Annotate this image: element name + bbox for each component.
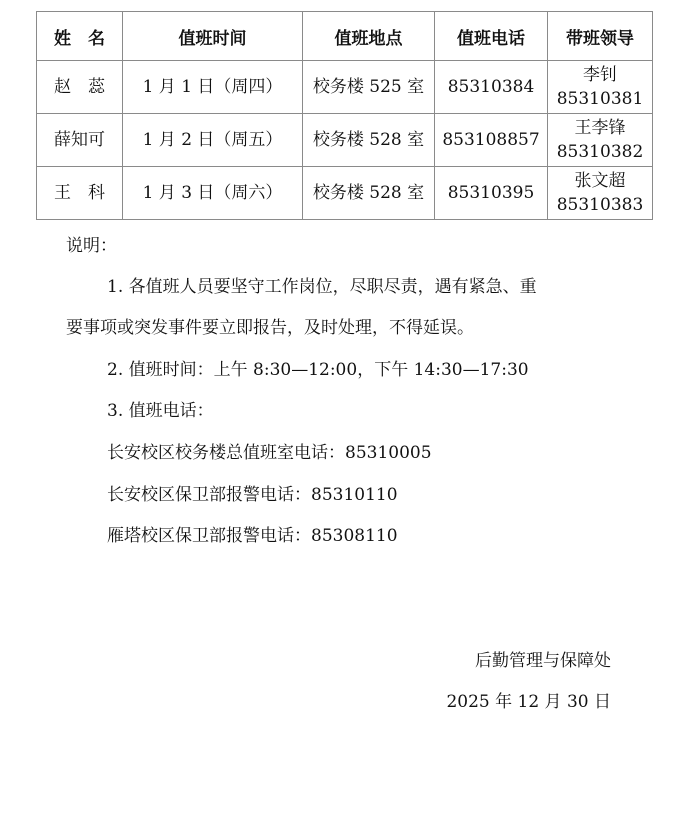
cell-phone: 85310384 — [435, 61, 548, 114]
leader-name: 王李锋 — [574, 118, 626, 138]
table-row — [37, 61, 653, 114]
cell-time: 1 月 3 日（周六） — [123, 167, 303, 220]
duty-phone-3: 雁塔校区保卫部报警电话：85308110 — [107, 526, 398, 546]
cell-phone: 85310395 — [435, 167, 548, 220]
leader-name: 李钊 — [583, 65, 617, 85]
header-place: 值班地点 — [303, 12, 435, 61]
header-name: 姓 名 — [37, 12, 123, 61]
note-item-3: 3. 值班电话： — [107, 401, 214, 421]
header-phone: 值班电话 — [435, 12, 548, 61]
header-leader: 带班领导 — [548, 12, 653, 61]
note-item-1-line-2: 要事项或突发事件要立即报告，及时处理，不得延误。 — [66, 318, 474, 338]
cell-name: 薛知可 — [37, 114, 123, 167]
cell-name: 赵 蕊 — [37, 61, 123, 114]
cell-leader — [548, 114, 653, 167]
cell-time: 1 月 2 日（周五） — [123, 114, 303, 167]
signature-date: 2025 年 12 月 30 日 — [446, 692, 611, 712]
leader-phone: 85310382 — [556, 142, 644, 162]
notes-title: 说明： — [66, 236, 117, 256]
table-header-row — [37, 12, 653, 61]
cell-name: 王 科 — [37, 167, 123, 220]
cell-place: 校务楼 525 室 — [303, 61, 435, 114]
duty-phone-1: 长安校区校务楼总值班室电话：85310005 — [107, 443, 432, 463]
cell-place: 校务楼 528 室 — [303, 114, 435, 167]
cell-place: 校务楼 528 室 — [303, 167, 435, 220]
cell-leader — [548, 167, 653, 220]
cell-leader — [548, 61, 653, 114]
duty-phone-2: 长安校区保卫部报警电话：85310110 — [107, 485, 398, 505]
header-time: 值班时间 — [123, 12, 303, 61]
table-row — [37, 167, 653, 220]
cell-time: 1 月 1 日（周四） — [123, 61, 303, 114]
table-row — [37, 114, 653, 167]
note-item-2: 2. 值班时间：上午 8:30—12:00，下午 14:30—17:30 — [107, 360, 529, 380]
note-item-1-line-1: 1. 各值班人员要坚守工作岗位，尽职尽责，遇有紧急、重 — [107, 277, 537, 297]
duty-roster-table — [36, 11, 653, 220]
leader-phone: 85310383 — [556, 195, 644, 215]
signature-org: 后勤管理与保障处 — [475, 651, 611, 671]
cell-phone: 853108857 — [435, 114, 548, 167]
leader-name: 张文超 — [574, 171, 626, 191]
leader-phone: 85310381 — [556, 89, 644, 109]
